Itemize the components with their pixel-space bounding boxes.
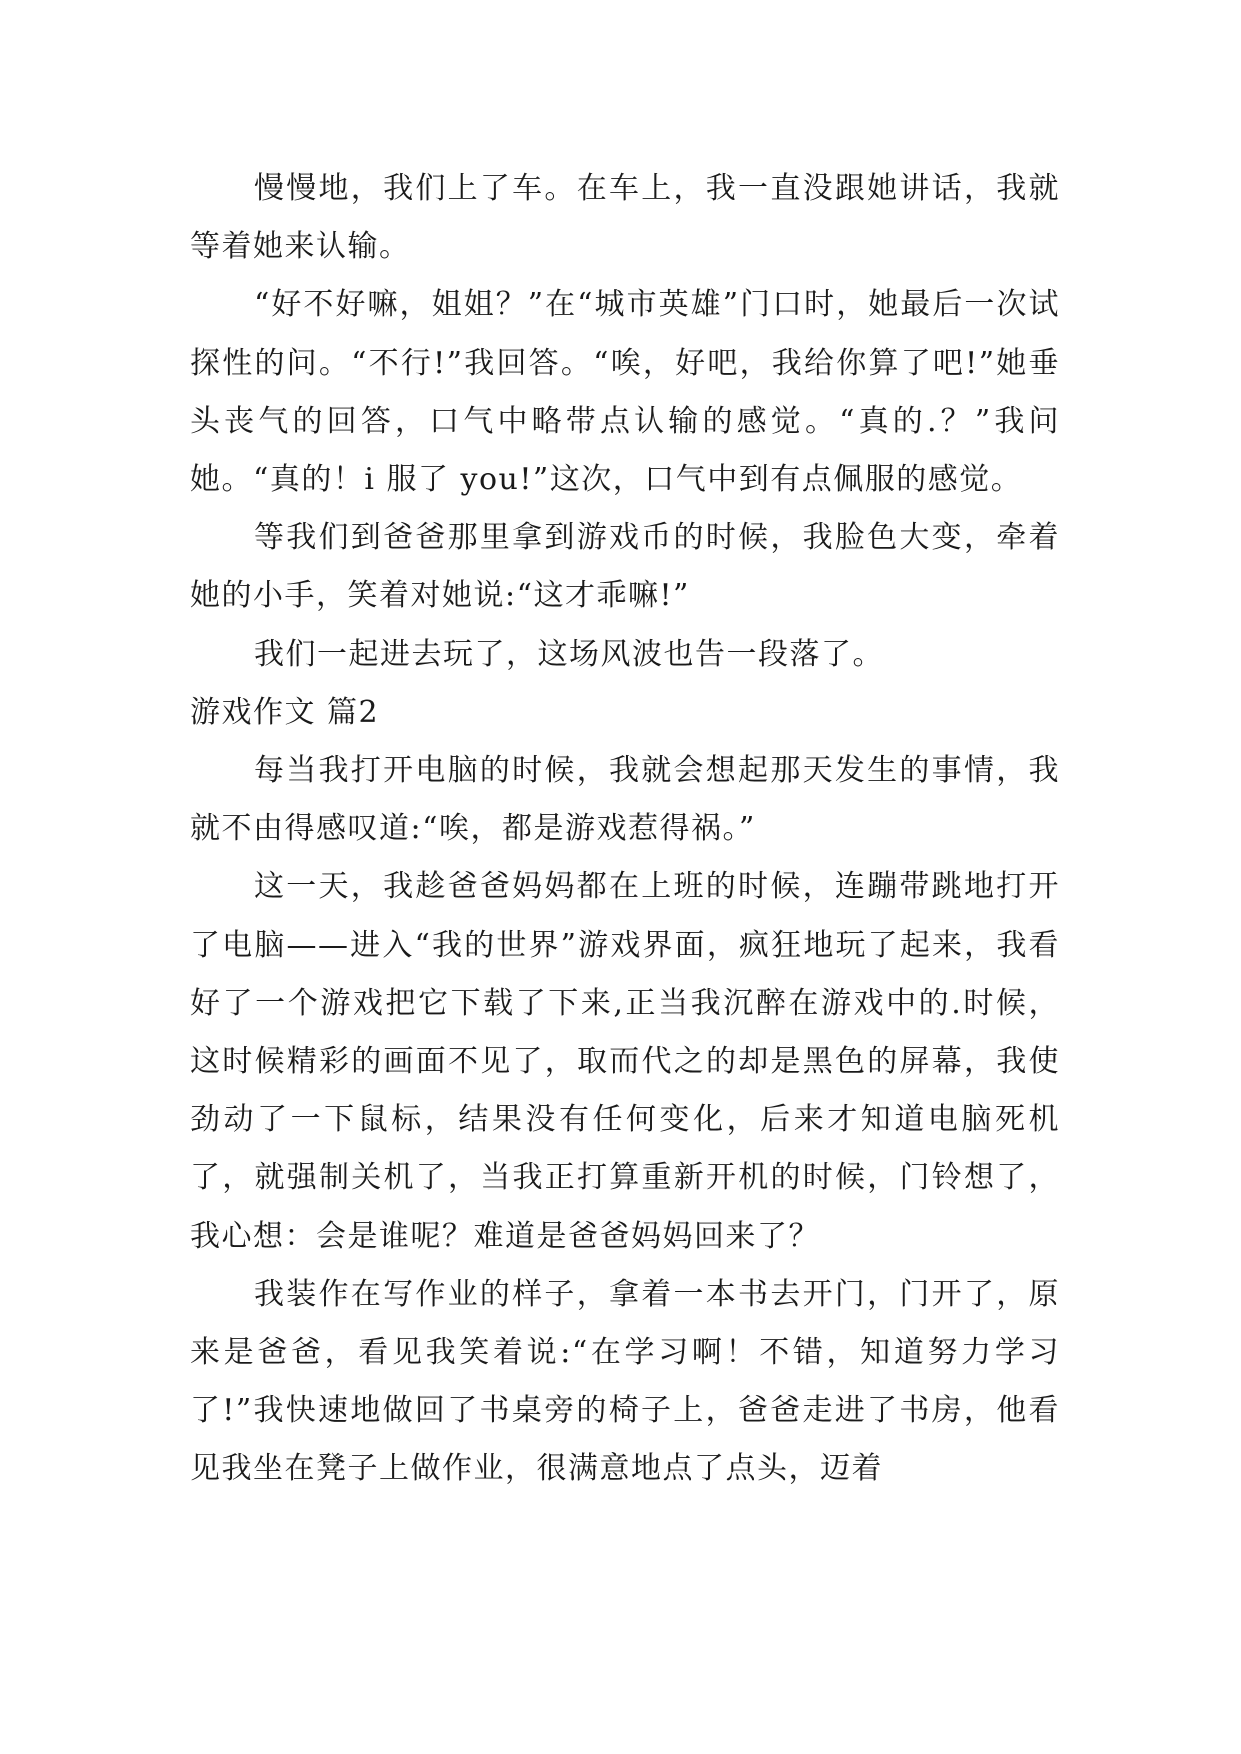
- paragraph: 我们一起进去玩了，这场风波也告一段落了。: [254, 636, 884, 672]
- paragraph: 慢慢地，我们上了车。在车上，我一直没跟她讲话，我就等着她来认输。: [190, 171, 1060, 265]
- paragraph: 等我们到爸爸那里拿到游戏币的时候，我脸色大变，牵着她的小手，笑着对她说:“这才乖嘛!”: [190, 520, 1060, 614]
- paragraph: “好不好嘛，姐姐？”在“城市英雄”门口时，她最后一次试探性的问。“不行!”我回答。“唉，好吧，我给你算了吧!”她垂头丧气的回答，口气中略带点认输的感觉。“真的.？”我问她。“真的！i 服了 you!”这次，口气中到有点佩服的感觉。: [190, 287, 1060, 498]
- paragraph: 这一天，我趁爸爸妈妈都在上班的时候，连蹦带跳地打开了电脑——进入“我的世界”游戏界面，疯狂地玩了起来，我看好了一个游戏把它下载了下来,正当我沉醉在游戏中的.时候，这时候精彩的画面不见了，取而代之的却是黑色的屏幕，我使劲动了一下鼠标，结果没有任何变化，后来才知道电脑死机了，就强制关机了，当我正打算重新开机的时候，门铃想了，我心想：会是谁呢？难道是爸爸妈妈回来了？: [190, 869, 1060, 1254]
- paragraph: 每当我打开电脑的时候，我就会想起那天发生的事情，我就不由得感叹道:“唉，都是游戏惹得祸。”: [190, 753, 1060, 847]
- document-body: [190, 160, 1060, 1499]
- paragraph: 我装作在写作业的样子，拿着一本书去开门，门开了，原来是爸爸，看见我笑着说:“在学习啊！不错，知道努力学习了!”我快速地做回了书桌旁的椅子上，爸爸走进了书房，他看见我坐在凳子上做作业，很满意地点了点头，迈着: [190, 1276, 1060, 1487]
- section-title: 游戏作文 篇2: [190, 694, 380, 730]
